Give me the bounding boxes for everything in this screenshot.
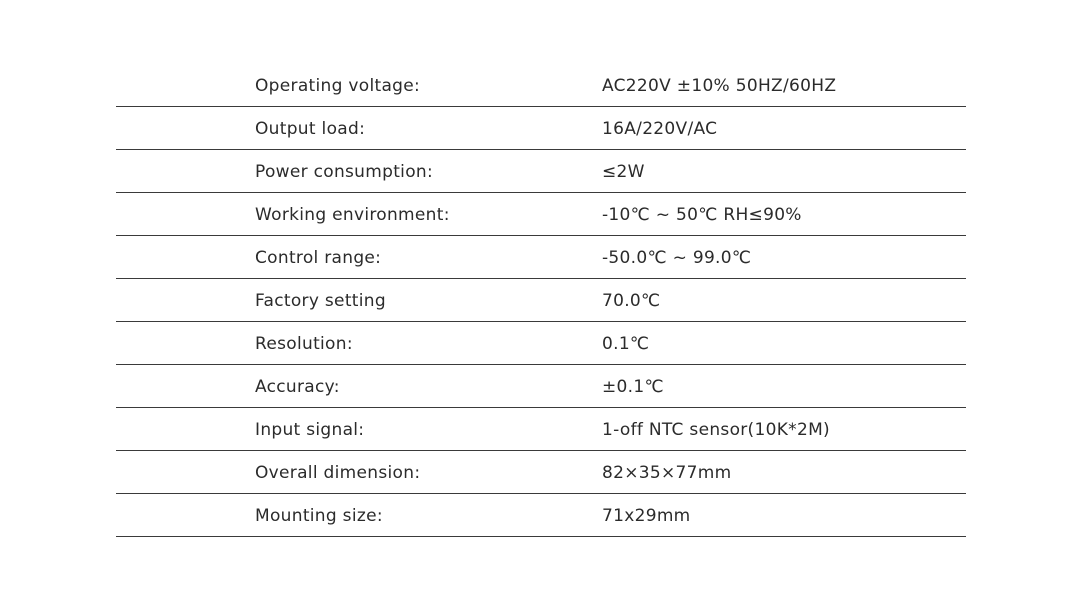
spec-row-control-range: [116, 236, 966, 279]
spec-value: 16A/220V/AC: [602, 119, 718, 139]
spec-row-power-consumption: [116, 150, 966, 193]
spec-label: Accuracy:: [255, 377, 340, 397]
spec-row-input-signal: [116, 408, 966, 451]
spec-value: ≤2W: [602, 162, 645, 182]
spec-label: Factory setting: [255, 291, 386, 311]
spec-value: 70.0℃: [602, 291, 661, 311]
spec-label: Operating voltage:: [255, 76, 421, 96]
spec-label: Resolution:: [255, 334, 353, 354]
spec-row-factory-setting: [116, 279, 966, 322]
spec-row-output-load: [116, 107, 966, 150]
spec-table: [116, 64, 966, 537]
spec-row-accuracy: [116, 365, 966, 408]
spec-row-overall-dimension: [116, 451, 966, 494]
spec-value: 82×35×77mm: [602, 463, 732, 483]
spec-row-resolution: [116, 322, 966, 365]
spec-row-mounting-size: [116, 494, 966, 537]
spec-label: Input signal:: [255, 420, 365, 440]
spec-label: Mounting size:: [255, 506, 383, 526]
spec-value: 0.1℃: [602, 334, 650, 354]
spec-value: ±0.1℃: [602, 377, 664, 397]
spec-row-operating-voltage: [116, 64, 966, 107]
spec-label: Power consumption:: [255, 162, 433, 182]
spec-value: -10℃ ~ 50℃ RH≤90%: [602, 205, 802, 225]
spec-value: -50.0℃ ~ 99.0℃: [602, 248, 752, 268]
spec-value: AC220V ±10% 50HZ/60HZ: [602, 76, 837, 96]
spec-label: Output load:: [255, 119, 366, 139]
spec-value: 1-off NTC sensor(10K*2M): [602, 420, 830, 440]
spec-value: 71x29mm: [602, 506, 691, 526]
spec-row-working-environment: [116, 193, 966, 236]
spec-label: Working environment:: [255, 205, 450, 225]
spec-label: Overall dimension:: [255, 463, 421, 483]
spec-label: Control range:: [255, 248, 382, 268]
